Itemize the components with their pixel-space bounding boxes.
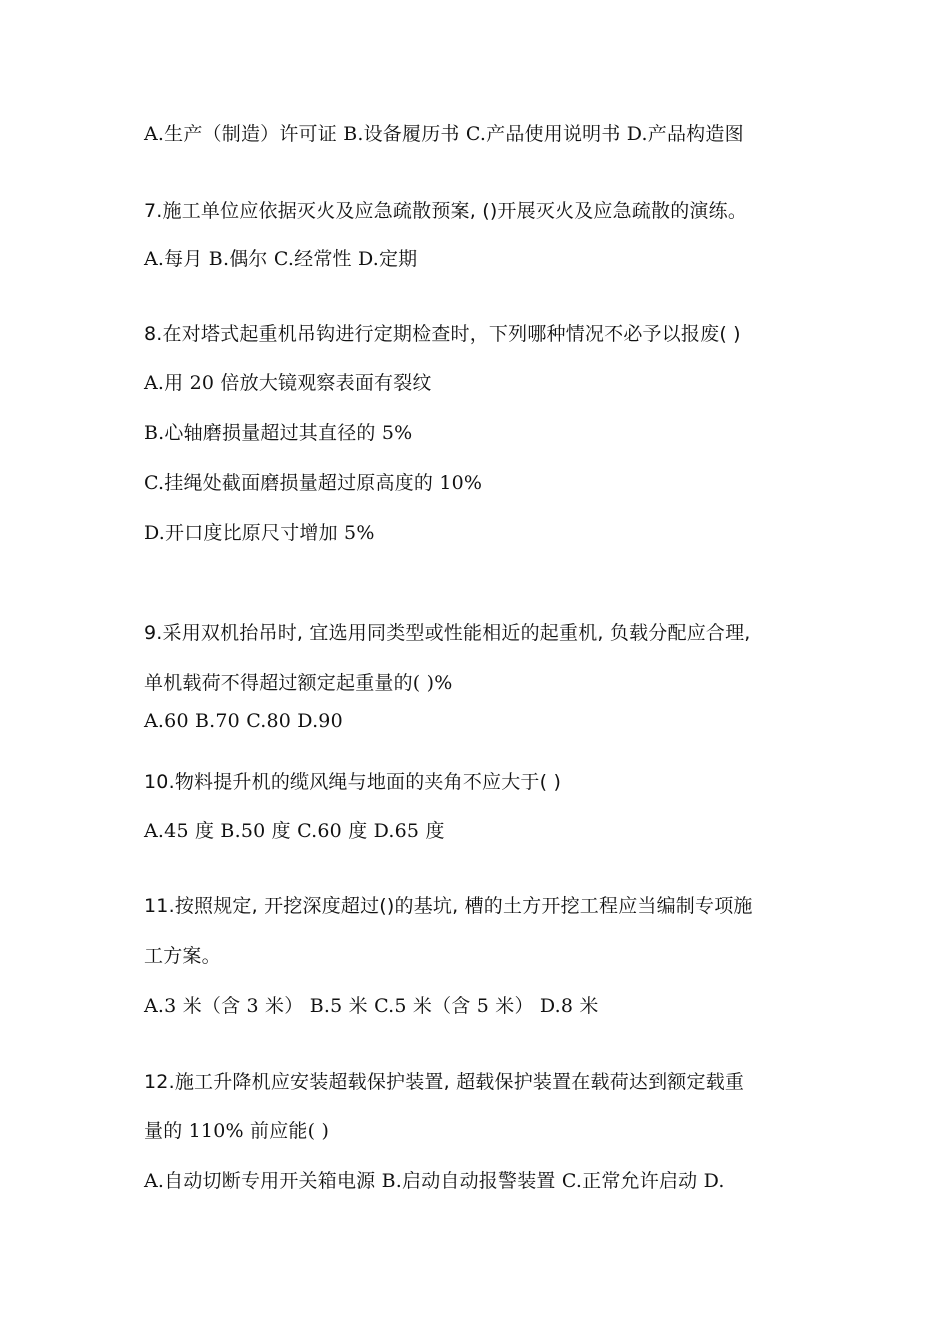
q7-options: A.每月 B.偶尔 C.经常性 D.定期 [144,248,418,270]
q8-option-a: A.用 20 倍放大镜观察表面有裂纹 [144,372,432,394]
q12-stem-line1: 12.施工升降机应安装超载保护装置, 超载保护装置在载荷达到额定载重 [144,1071,745,1093]
q10-options: A.45 度 B.50 度 C.60 度 D.65 度 [144,820,445,842]
q12-options: A.自动切断专用开关箱电源 B.启动自动报警装置 C.正常允许启动 D. [144,1170,725,1192]
q12-stem-line2: 量的 110% 前应能( ) [144,1120,330,1142]
q11-options: A.3 米（含 3 米） B.5 米 C.5 米（含 5 米） D.8 米 [144,995,599,1017]
q8-option-b: B.心轴磨损量超过其直径的 5% [144,422,413,444]
q11-stem-line2: 工方案。 [144,945,221,967]
q9-stem-line2: 单机载荷不得超过额定起重量的( )% [144,672,453,694]
q8-stem: 8.在对塔式起重机吊钩进行定期检查时，下列哪种情况不必予以报废( ) [144,323,741,345]
q6-options: A.生产（制造）许可证 B.设备履历书 C.产品使用说明书 D.产品构造图 [144,123,744,145]
q9-options: A.60 B.70 C.80 D.90 [144,710,343,732]
q10-stem: 10.物料提升机的缆风绳与地面的夹角不应大于( ) [144,771,562,793]
q7-stem: 7.施工单位应依据灭火及应急疏散预案, ()开展灭火及应急疏散的演练。 [144,200,748,222]
q8-option-c: C.挂绳处截面磨损量超过原高度的 10% [144,472,483,494]
q11-stem-line1: 11.按照规定, 开挖深度超过()的基坑, 槽的土方开挖工程应当编制专项施 [144,895,753,917]
q9-stem-line1: 9.采用双机抬吊时, 宜选用同类型或性能相近的起重机, 负载分配应合理, [144,622,751,644]
q8-option-d: D.开口度比原尺寸增加 5% [144,522,375,544]
